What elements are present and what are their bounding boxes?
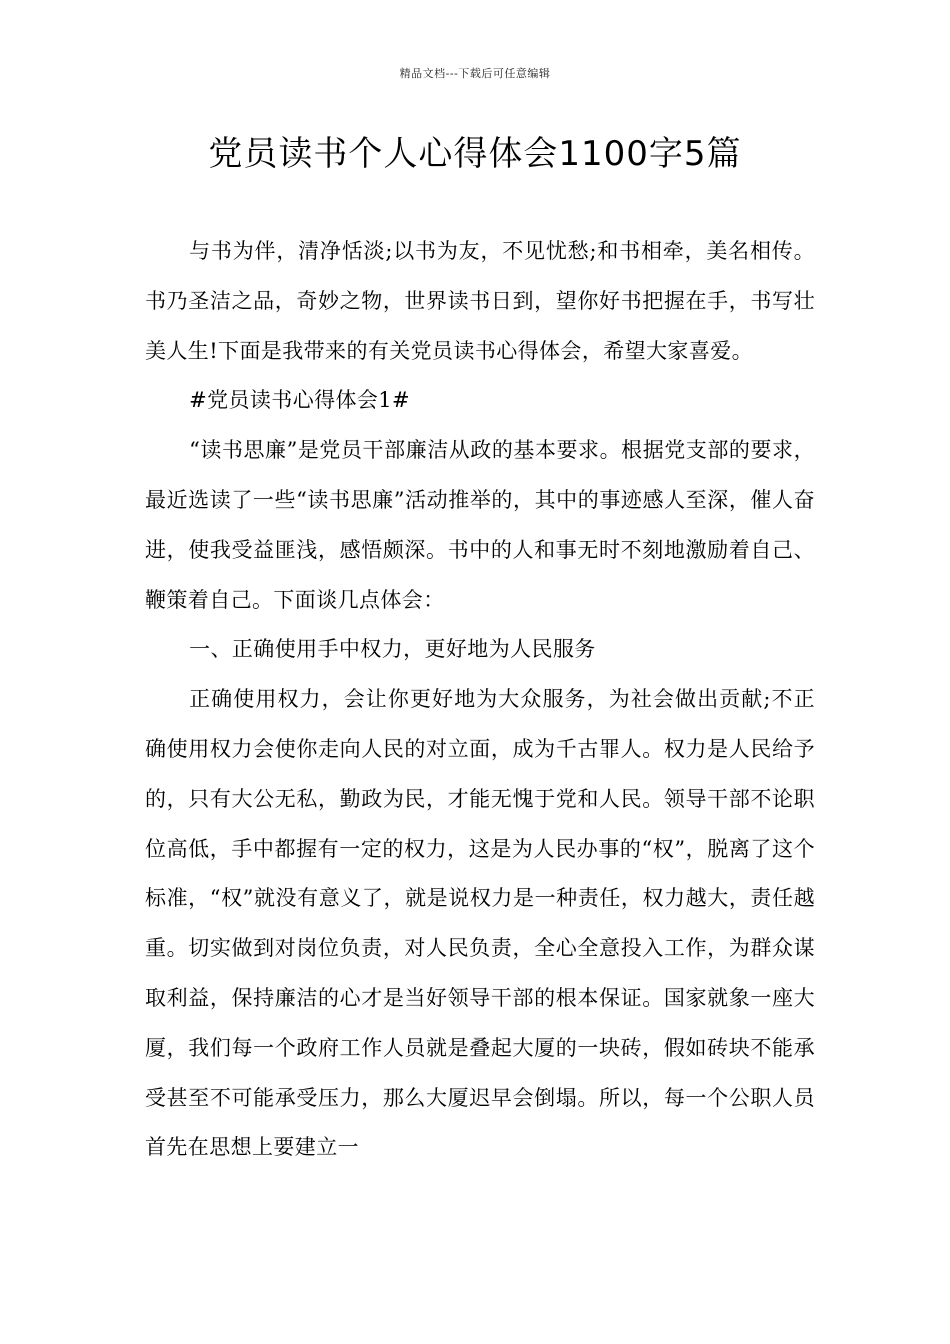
body-paragraph: “读书思廉”是党员干部廉洁从政的基本要求。根据党支部的要求，最近选读了一些“读书思廉”活动推举的，其中的事迹感人至深，催人奋进，使我受益匪浅，感悟颇深。书中的人和事无时不刻地激励着自己、鞭策着自己。下面谈几点体会： [145,438,815,612]
header-note: 精品文档---下载后可任意编辑 [399,67,551,80]
section-heading: #党员读书心得体会1# [189,388,411,413]
document-body [145,227,815,1173]
document-title: 党员读书个人心得体会1100字5篇 [208,134,742,174]
body-paragraph: 正确使用权力，会让你更好地为大众服务，为社会做出贡献;不正确使用权力会使你走向人民的对立面，成为千古罪人。权力是人民给予的，只有大公无私，勤政为民，才能无愧于党和人民。领导干部不论职位高低，手中都握有一定的权力，这是为人民办事的“权”，脱离了这个标准，“权”就没有意义了，就是说权力是一种责任，权力越大，责任越重。切实做到对岗位负责，对人民负责，全心全意投入工作，为群众谋取利益，保持廉洁的心才是当好领导干部的根本保证。国家就象一座大厦，我们每一个政府工作人员就是叠起大厦的一块砖，假如砖块不能承受甚至不可能承受压力，那么大厦迟早会倒塌。所以，每一个公职人员首先在思想上要建立一 [145,687,815,1160]
intro-paragraph: 与书为伴，清净恬淡;以书为友，不见忧愁;和书相牵，美名相传。书乃圣洁之品，奇妙之物，世界读书日到，望你好书把握在手，书写壮美人生!下面是我带来的有关党员读书心得体会，希望大家喜爱。 [145,239,815,363]
subheading: 一、正确使用手中权力，更好地为人民服务 [189,637,596,662]
